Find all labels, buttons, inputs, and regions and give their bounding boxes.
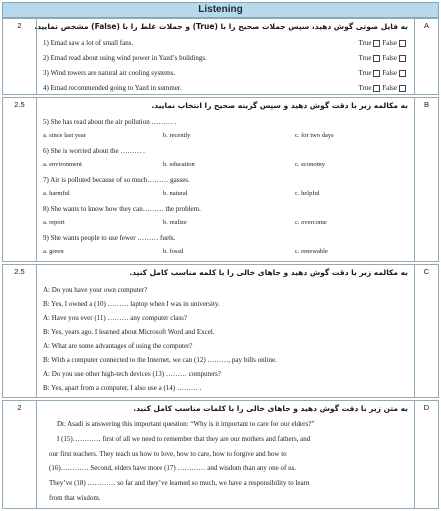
true-false-choice-2[interactable] xyxy=(359,54,407,62)
false-label: False xyxy=(382,69,397,77)
option-c[interactable]: c. helpful xyxy=(295,190,320,197)
section-a-score: 2 xyxy=(3,19,37,94)
question-text: 7) Air is polluted because of so much……… gasses. xyxy=(43,176,190,184)
option-c[interactable]: c. for two days xyxy=(295,132,334,139)
passage-line-6: from that wisdom. xyxy=(49,493,101,502)
option-b[interactable]: b. realize xyxy=(163,219,187,226)
passage xyxy=(49,417,404,506)
section-b-letter: B xyxy=(414,98,438,261)
section-d-score: 2 xyxy=(3,401,37,508)
section-c xyxy=(2,264,439,398)
option-b[interactable]: b. fossil xyxy=(163,248,184,255)
false-label: False xyxy=(382,84,397,92)
true-false-choice-3[interactable] xyxy=(359,69,407,77)
section-b-instruction: به مکالمه زیر با دقت گوش دهید و سپس گزینه صحیح را انتخاب نمایید. xyxy=(151,101,408,110)
question-text: 9) She wants people to use fewer ……… fuels. xyxy=(43,234,176,242)
true-label: True xyxy=(358,84,372,92)
true-label: True xyxy=(358,54,372,62)
option-b[interactable]: b. education xyxy=(163,161,195,168)
section-a xyxy=(2,18,439,95)
dialogue-line-6: B: With a computer connected to the Internet, we can (12) ………, pay bills online. xyxy=(43,356,277,364)
false-checkbox[interactable] xyxy=(399,70,406,77)
section-a-instruction: به فایل صوتی گوش دهید، سپس جملات صحیح را با (True) و جملات غلط را با (False) مشخص نمایید. xyxy=(34,22,408,31)
true-false-choice-1[interactable] xyxy=(359,39,407,47)
question-text: 6) She is worried about the ……… . xyxy=(43,147,145,155)
dialogue-line-3: A: Have you ever (11) ……… any computer class? xyxy=(43,314,187,322)
true-label: True xyxy=(358,39,372,47)
passage-line-4: (16)………… Second, elders have more (17) ………… and wisdom than any one of us. xyxy=(49,464,297,473)
question-text: 8) She wants to know how they can……… the problem. xyxy=(43,205,201,213)
dialogue-line-4: B: Yes, years ago. I learned about Microsoft Word and Excel. xyxy=(43,328,215,336)
option-c[interactable]: c. overcome xyxy=(295,219,327,226)
section-a-item-2: 2) Emad read about using wind power in Yazd’s buildings. xyxy=(43,54,207,62)
section-a-item-4: 4) Emad recommended going to Yazd in summer. xyxy=(43,84,182,92)
section-d xyxy=(2,400,439,509)
listening-header: Listening xyxy=(2,2,439,18)
option-c[interactable]: c. economy xyxy=(295,161,325,168)
section-c-letter: C xyxy=(414,265,438,397)
section-c-score: 2.5 xyxy=(3,265,37,397)
section-d-instruction: به متن زیر با دقت گوش دهید و جاهای خالی را با کلمات مناسب کامل کنید. xyxy=(133,404,408,413)
true-checkbox[interactable] xyxy=(373,55,380,62)
true-checkbox[interactable] xyxy=(373,70,380,77)
passage-line-3: our first teachers. They teach us how to love, how to care, how to forgive and how to xyxy=(49,449,287,458)
section-a-letter: A xyxy=(414,19,438,94)
passage-line-1: Dr. Asadi is answering this important question: “Why is it important to care for our elders?” xyxy=(57,420,315,428)
option-a[interactable]: a. environment xyxy=(43,161,82,168)
dialogue-line-7: A: Do you use other high-tech devices (13) ……… computers? xyxy=(43,370,221,378)
dialogue-line-5: A: What are some advantages of using the computer? xyxy=(43,342,193,350)
false-checkbox[interactable] xyxy=(399,55,406,62)
true-checkbox[interactable] xyxy=(373,40,380,47)
passage-line-2: I (15)………… first of all we need to remember that they are our mothers and fathers, and xyxy=(57,434,311,443)
dialogue-line-8: B: Yes, apart from a computer, I also use a (14) ……… . xyxy=(43,384,202,392)
section-b xyxy=(2,97,439,262)
section-a-item-3: 3) Wind towers are natural air cooling systems. xyxy=(43,69,176,77)
false-checkbox[interactable] xyxy=(399,40,406,47)
section-c-instruction: به مکالمه زیر با دقت گوش دهید و جاهای خالی را با کلمه مناسب کامل کنید. xyxy=(129,268,408,277)
option-c[interactable]: c. renewable xyxy=(295,248,328,255)
option-b[interactable]: b. natural xyxy=(163,190,188,197)
option-a[interactable]: a. since last year xyxy=(43,132,86,139)
false-label: False xyxy=(382,54,397,62)
section-a-item-1: 1) Emad saw a lot of small fans. xyxy=(43,39,134,47)
passage-line-5: They’ve (18) ………… so far and they’ve learned so much, we have a responsibility to learn xyxy=(49,479,310,488)
false-checkbox[interactable] xyxy=(399,85,406,92)
false-label: False xyxy=(382,39,397,47)
option-a[interactable]: a. green xyxy=(43,248,64,255)
section-b-score: 2.5 xyxy=(3,98,37,261)
section-d-letter: D xyxy=(414,401,438,508)
option-b[interactable]: b. recently xyxy=(163,132,191,139)
true-checkbox[interactable] xyxy=(373,85,380,92)
dialogue-line-2: B: Yes, I owned a (10) ……… laptop when I was in university. xyxy=(43,300,220,308)
true-label: True xyxy=(358,69,372,77)
dialogue-line-1: A: Do you have your own computer? xyxy=(43,286,148,294)
option-a[interactable]: a. harmful xyxy=(43,190,70,197)
question-text: 5) She has read about the air pollution ……… . xyxy=(43,118,176,126)
option-a[interactable]: a. report xyxy=(43,219,65,226)
true-false-choice-4[interactable] xyxy=(359,84,407,92)
